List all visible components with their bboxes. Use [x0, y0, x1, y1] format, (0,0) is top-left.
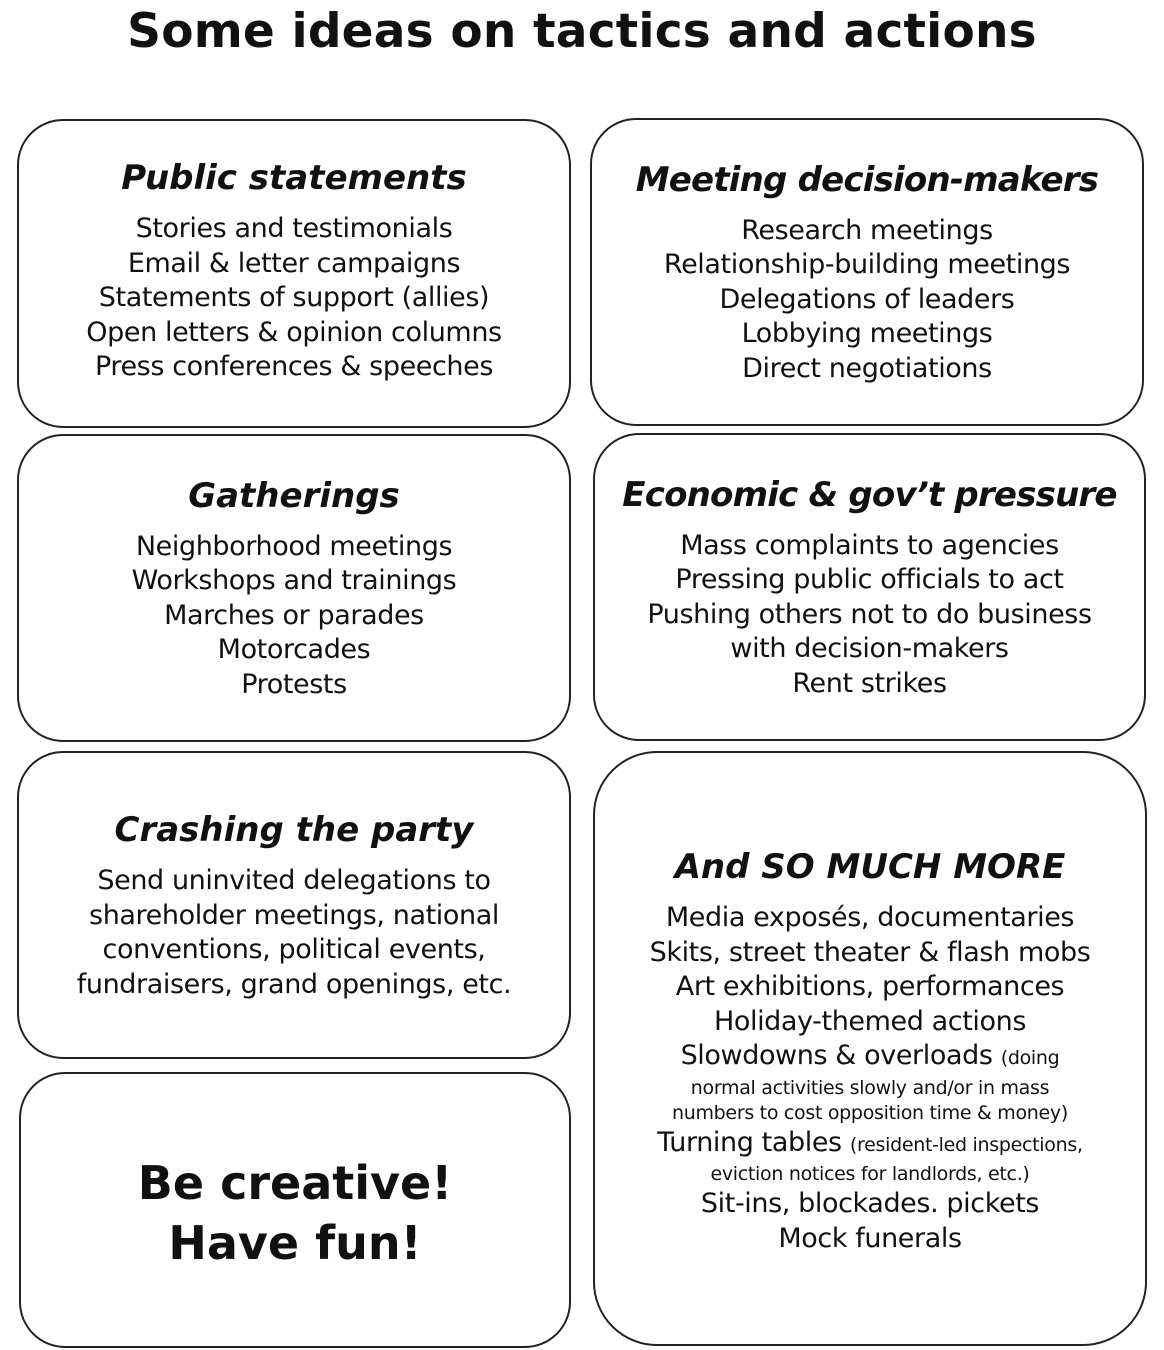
meeting-decision-makers-title: Meeting decision-makers: [635, 159, 1099, 200]
so-much-more-list: [650, 901, 1091, 1256]
list-item: Statements of support (allies): [98, 282, 490, 314]
list-item: [650, 1039, 1091, 1076]
list-item: [650, 1126, 1091, 1163]
economic-pressure-list: [647, 529, 1091, 702]
gatherings-list: [132, 530, 457, 703]
turning-tables-label: Turning tables: [657, 1126, 842, 1158]
so-much-more-title: And SO MUCH MORE: [674, 847, 1066, 887]
crashing-the-party-list: [77, 864, 511, 1002]
list-item: Pressing public officials to act: [675, 564, 1064, 596]
slowdowns-label: Slowdowns & overloads: [680, 1040, 993, 1071]
list-item: Motorcades: [217, 634, 371, 666]
slowdowns-note: (doing: [1000, 1047, 1060, 1069]
list-item: shareholder meetings, national: [89, 899, 499, 931]
crashing-the-party-box: [17, 751, 571, 1059]
slowdowns-note-line: normal activities slowly and/or in mass: [690, 1076, 1050, 1099]
list-item: Media exposés, documentaries: [665, 902, 1075, 933]
list-item: Mass complaints to agencies: [680, 529, 1059, 561]
list-item: fundraisers, grand openings, etc.: [76, 968, 512, 1000]
list-item: Rent strikes: [792, 667, 947, 699]
list-item: conventions, political events,: [102, 934, 486, 965]
be-creative-box: [19, 1072, 571, 1348]
list-item: with decision-makers: [730, 633, 1009, 665]
list-item: Skits, street theater & flash mobs: [649, 936, 1091, 968]
economic-pressure-title: Economic & gov’t pressure: [622, 474, 1117, 515]
list-item: Email & letter campaigns: [127, 247, 461, 279]
crashing-the-party-title: Crashing the party: [114, 810, 474, 850]
so-much-more-box: [593, 751, 1147, 1346]
list-item: Marches or parades: [164, 599, 424, 631]
list-item: Protests: [241, 668, 347, 700]
meeting-decision-makers-list: [664, 214, 1070, 387]
list-item: Open letters & opinion columns: [86, 316, 502, 348]
gatherings-title: Gatherings: [188, 475, 400, 516]
list-item: Stories and testimonials: [135, 213, 453, 245]
list-item: Mock funerals: [778, 1222, 962, 1254]
list-item: Research meetings: [741, 214, 993, 246]
list-item: Pushing others not to do business: [647, 598, 1092, 630]
list-item: Sit-ins, blockades. pickets: [700, 1188, 1040, 1219]
meeting-decision-makers-box: [590, 118, 1144, 426]
public-statements-list: [86, 212, 501, 385]
list-item: Send uninvited delegations to: [97, 865, 491, 896]
gatherings-box: [17, 434, 571, 742]
turning-tables-note-line: eviction notices for landlords, etc.): [710, 1163, 1030, 1185]
page-title: Some ideas on tactics and actions: [127, 4, 1037, 59]
list-item: Holiday-themed actions: [713, 1005, 1027, 1037]
economic-pressure-box: [593, 433, 1146, 741]
slowdowns-note-line: numbers to cost opposition time & money): [671, 1101, 1068, 1124]
list-item: Direct negotiations: [742, 352, 992, 384]
list-item: Neighborhood meetings: [135, 530, 453, 562]
list-item: Relationship-building meetings: [663, 249, 1071, 281]
list-item: Workshops and trainings: [131, 565, 457, 597]
be-creative-text: Be creative!: [137, 1156, 453, 1210]
list-item: Lobbying meetings: [741, 318, 993, 350]
public-statements-title: Public statements: [121, 158, 467, 199]
have-fun-text: Have fun!: [168, 1216, 422, 1270]
list-item: Art exhibitions, performances: [675, 971, 1065, 1002]
list-item: Press conferences & speeches: [94, 351, 494, 383]
public-statements-box: [17, 119, 571, 428]
turning-tables-note: (resident-led inspections,: [849, 1133, 1083, 1156]
list-item: Delegations of leaders: [719, 283, 1015, 315]
